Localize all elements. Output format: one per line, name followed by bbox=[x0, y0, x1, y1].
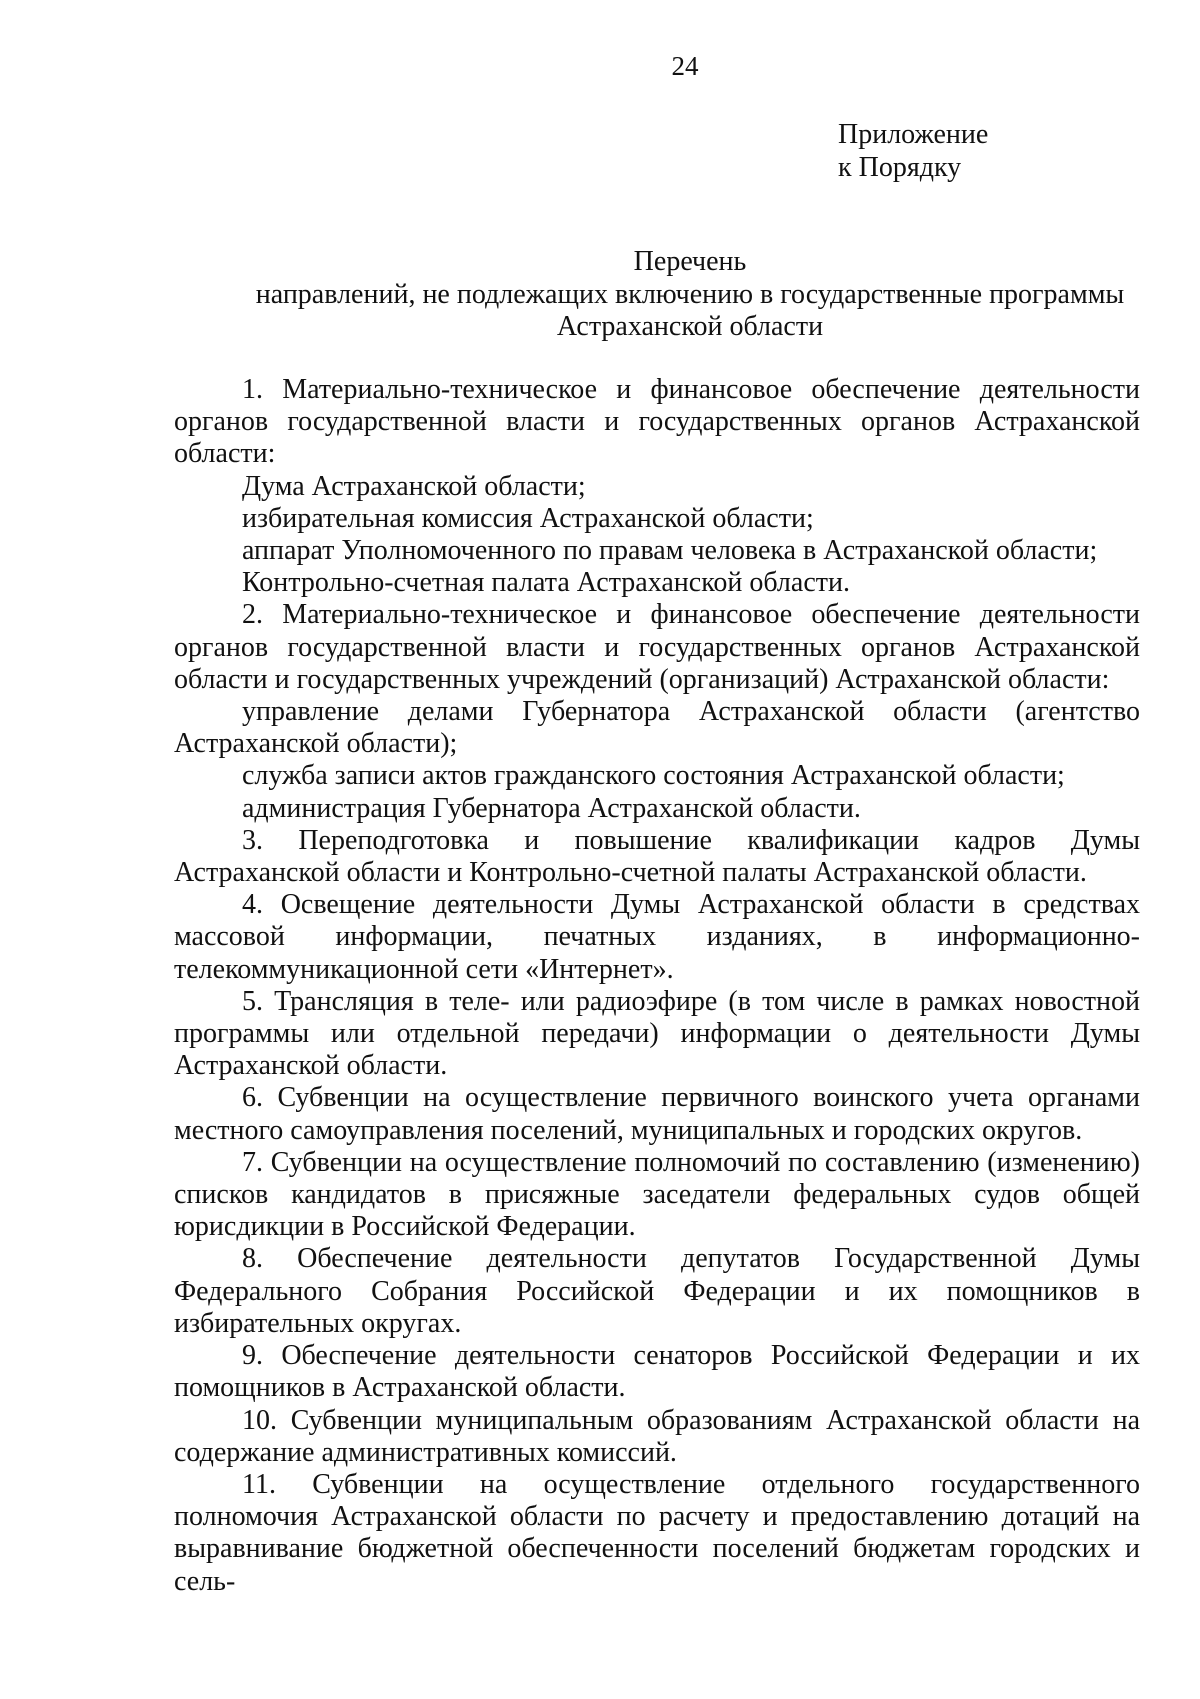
paragraph-item-6: 6. Субвенции на осуществление первичного воинского учета органами местного самоуправления поселений, муниципальных и городских округов. bbox=[174, 1082, 1140, 1146]
list-item-ombudsman-office: аппарат Уполномоченного по правам человека в Астраханской области; bbox=[242, 535, 1098, 567]
appendix-line-1: Приложение bbox=[838, 119, 989, 150]
document-body bbox=[174, 374, 1140, 1598]
paragraph-item-2: 2. Материально-техническое и финансовое обеспечение деятельности органов государственной власти и государственных органов Астраханской области и государственных учреждений (организаций) Астраханской области: bbox=[174, 599, 1140, 695]
appendix-note bbox=[838, 118, 988, 184]
appendix-line-2: к Порядку bbox=[838, 152, 962, 183]
paragraph-item-8: 8. Обеспечение деятельности депутатов Государственной Думы Федерального Собрания Российской Федерации и их помощников в избирательных округах. bbox=[174, 1243, 1140, 1339]
paragraph-item-3: 3. Переподготовка и повышение квалификации кадров Думы Астраханской области и Контрольно-счетной палаты Астраханской области. bbox=[174, 824, 1140, 889]
title-line-1: Перечень bbox=[633, 246, 747, 277]
list-item-governor-administration: администрация Губернатора Астраханской области. bbox=[242, 792, 861, 824]
paragraph-item-1: 1. Материально-техническое и финансовое обеспечение деятельности органов государственной власти и государственных органов Астраханской области: bbox=[174, 374, 1140, 470]
paragraph-item-7: 7. Субвенции на осуществление полномочий по составлению (изменению) списков кандидатов в присяжные заседатели федеральных судов общей юрисдикции в Российской Федерации. bbox=[174, 1146, 1140, 1243]
list-item-governor-affairs: управление делами Губернатора Астраханской области (агентство Астраханской области); bbox=[174, 696, 1140, 760]
paragraph-item-11: 11. Субвенции на осуществление отдельного государственного полномочия Астраханской области по расчету и предоставлению дотаций на выравнивание бюджетной обеспеченности поселений бюджетам городских и сель- bbox=[174, 1468, 1140, 1597]
list-item-duma: Дума Астраханской области; bbox=[242, 470, 586, 502]
paragraph-item-10: 10. Субвенции муниципальным образованиям Астраханской области на содержание административных комиссий. bbox=[174, 1404, 1140, 1468]
title-line-2: направлений, не подлежащих включению в государственные программы bbox=[255, 278, 1125, 310]
list-item-civil-registry: служба записи актов гражданского состояния Астраханской области; bbox=[242, 760, 1065, 792]
document-title bbox=[0, 246, 1200, 344]
list-item-election-commission: избирательная комиссия Астраханской области; bbox=[242, 502, 814, 534]
title-line-3: Астраханской области bbox=[556, 311, 824, 342]
page-number: 24 bbox=[671, 51, 699, 81]
paragraph-item-4: 4. Освещение деятельности Думы Астраханской области в средствах массовой информации, печатных изданиях, в информационно-телекоммуникационной сети «Интернет». bbox=[174, 889, 1140, 985]
paragraph-item-5: 5. Трансляция в теле- или радиоэфире (в том числе в рамках новостной программы или отдельной передачи) информации о деятельности Думы Астраханской области. bbox=[174, 985, 1140, 1082]
list-item-audit-chamber: Контрольно-счетная палата Астраханской области. bbox=[242, 567, 850, 599]
paragraph-item-9: 9. Обеспечение деятельности сенаторов Российской Федерации и их помощников в Астраханской области. bbox=[174, 1340, 1140, 1404]
